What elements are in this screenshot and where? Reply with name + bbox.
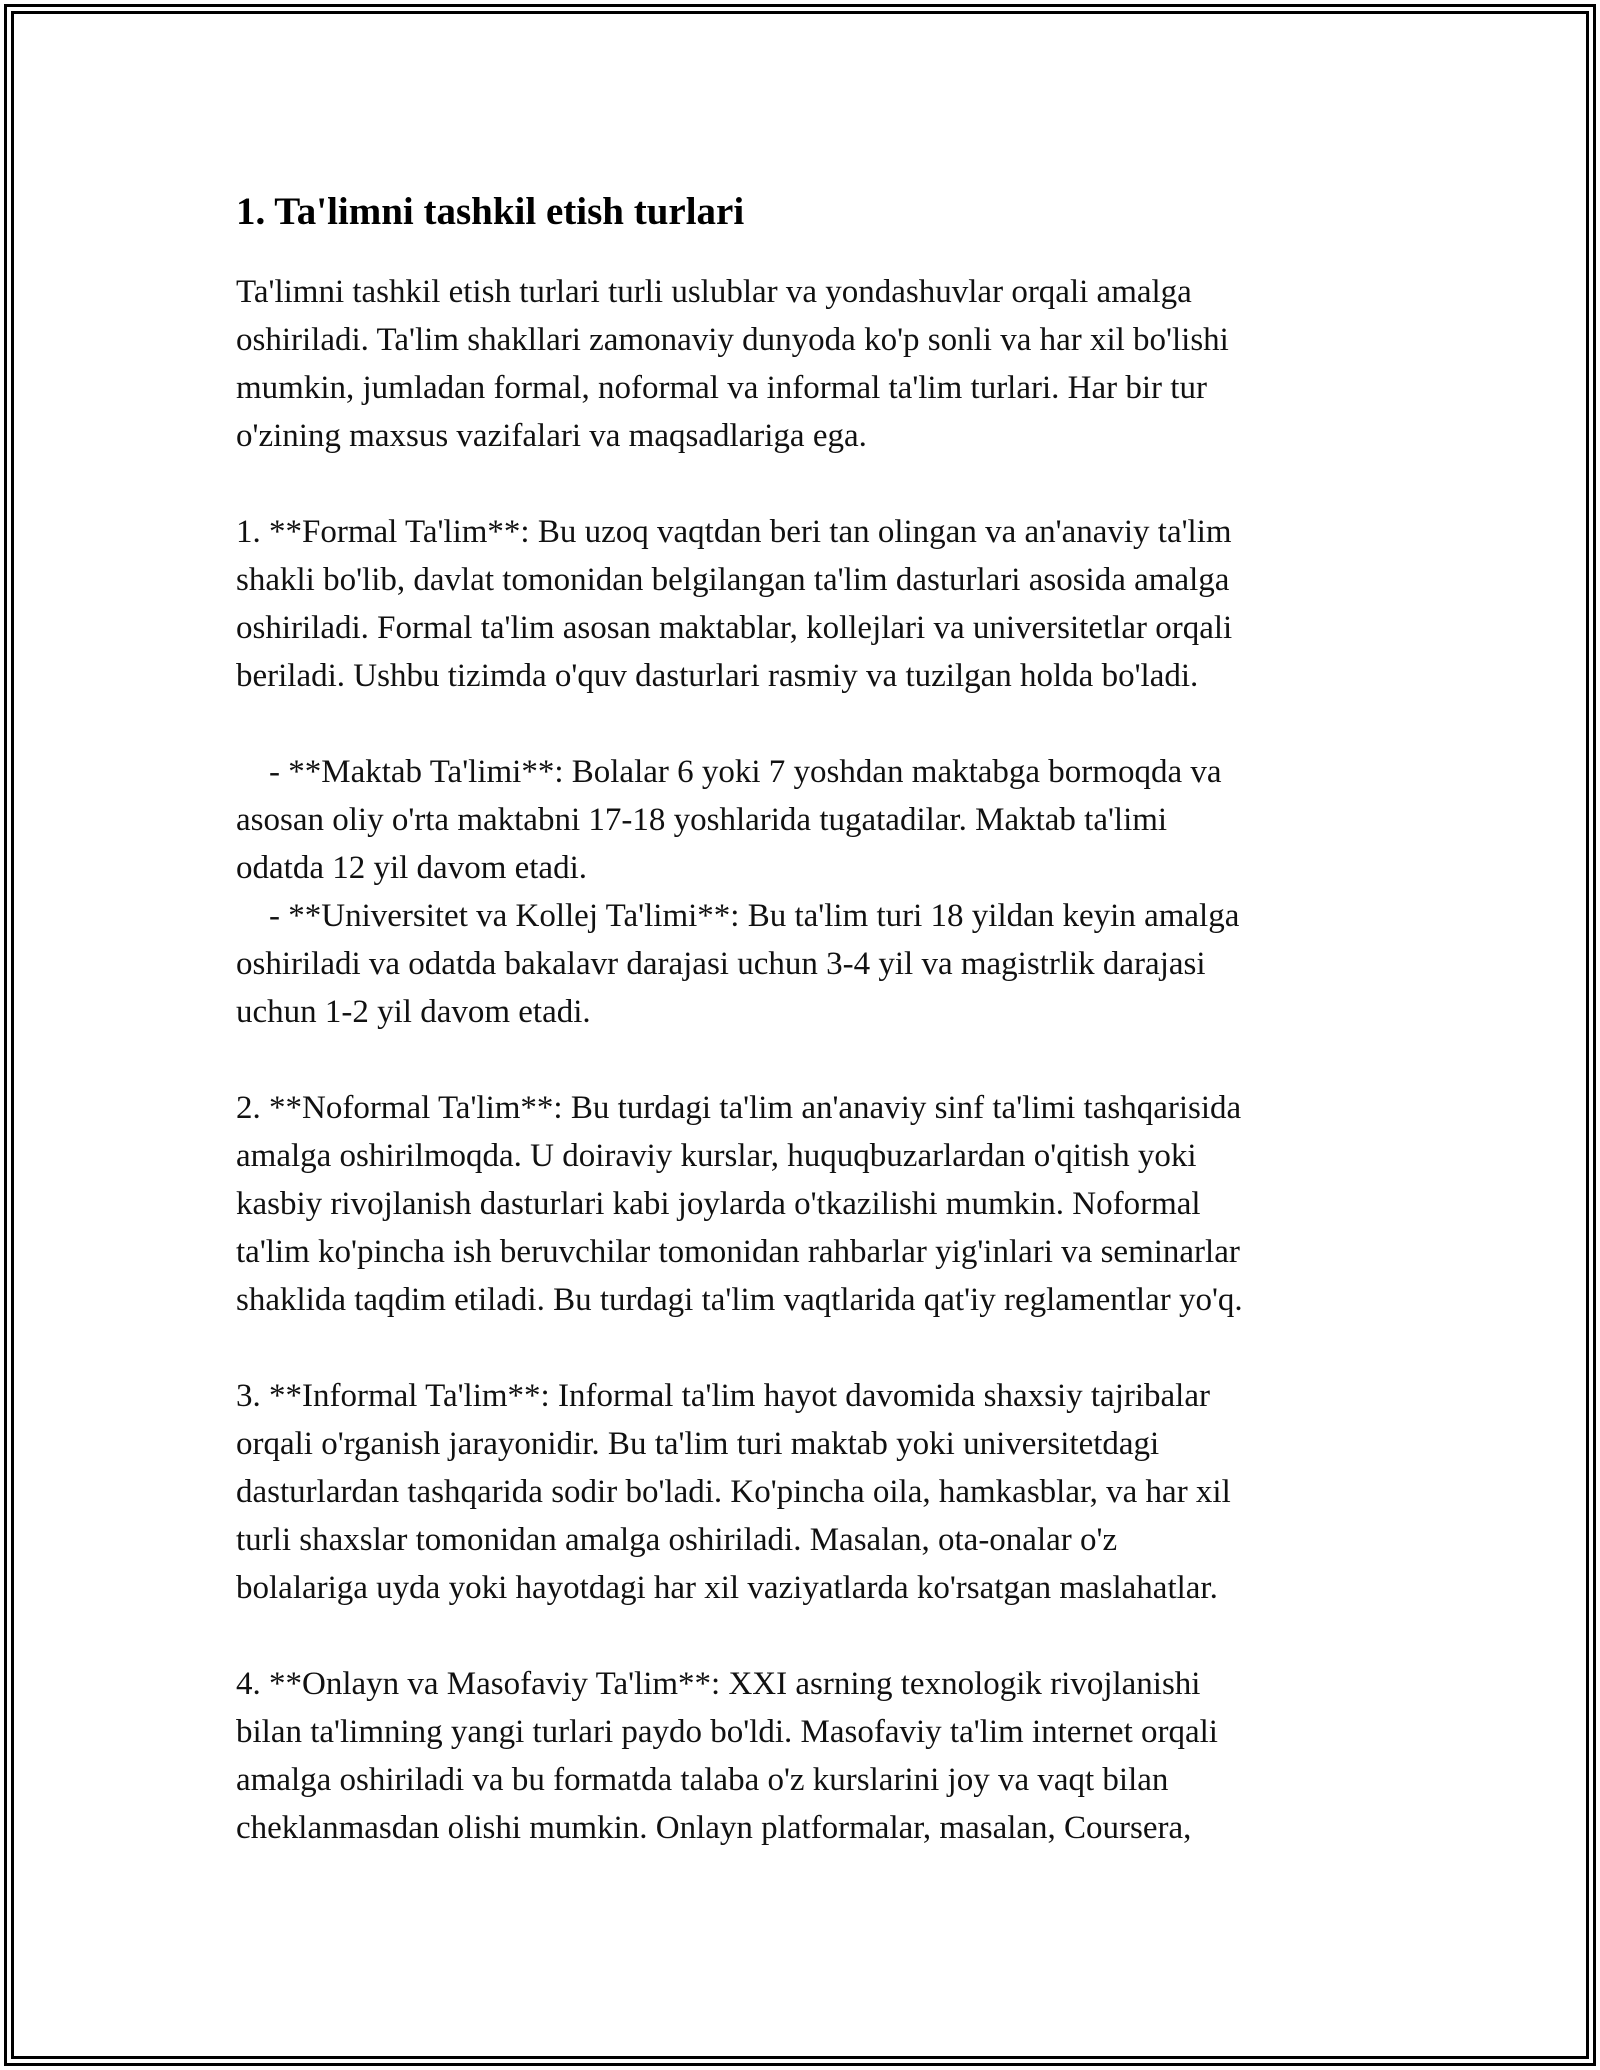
text-line: bilan ta'limning yangi turlari paydo bo'ldi. Masofaviy ta'lim internet orqali xyxy=(236,1714,1218,1750)
paragraph-spacer xyxy=(236,1324,1386,1372)
paragraph-spacer xyxy=(236,1612,1386,1660)
text-line: turli shaxslar tomonidan amalga oshiriladi. Masalan, ota-onalar o'z xyxy=(236,1522,1118,1558)
text-line: oshiriladi. Formal ta'lim asosan maktablar, kollejlari va universitetlar orqali xyxy=(236,610,1233,646)
text-line: bolalariga uyda yoki hayotdagi har xil vaziyatlarda ko'rsatgan maslahatlar. xyxy=(236,1570,1218,1606)
text-line: beriladi. Ushbu tizimda o'quv dasturlari rasmiy va tuzilgan holda bo'ladi. xyxy=(236,658,1199,694)
text-line: mumkin, jumladan formal, noformal va informal ta'lim turlari. Har bir tur xyxy=(236,370,1207,406)
text-line: Ta'limni tashkil etish turlari turli uslublar va yondashuvlar orqali amalga xyxy=(236,274,1192,310)
text-line: shakli bo'lib, davlat tomonidan belgilangan ta'lim dasturlari asosida amalga xyxy=(236,562,1230,598)
document-text xyxy=(236,268,1386,1852)
text-line: odatda 12 yil davom etadi. xyxy=(236,850,587,886)
document-body xyxy=(236,186,1386,1852)
page-title: 1. Ta'limni tashkil etish turlari xyxy=(236,190,745,233)
paragraph-spacer xyxy=(236,1036,1386,1084)
text-line: amalga oshiriladi va bu formatda talaba o'z kurslarini joy va vaqt bilan xyxy=(236,1762,1169,1798)
text-line: ta'lim ko'pincha ish beruvchilar tomonidan rahbarlar yig'inlari va seminarlar xyxy=(236,1234,1240,1270)
text-line: amalga oshirilmoqda. U doiraviy kurslar, huquqbuzarlardan o'qitish yoki xyxy=(236,1138,1197,1174)
text-line: cheklanmasdan olishi mumkin. Onlayn platformalar, masalan, Coursera, xyxy=(236,1810,1192,1846)
text-line: 2. **Noformal Ta'lim**: Bu turdagi ta'lim an'anaviy sinf ta'limi tashqarisida xyxy=(236,1090,1242,1126)
paragraph-spacer xyxy=(236,460,1386,508)
text-line: - **Maktab Ta'limi**: Bolalar 6 yoki 7 yoshdan maktabga bormoqda va xyxy=(236,754,1222,790)
text-line: orqali o'rganish jarayonidir. Bu ta'lim turi maktab yoki universitetdagi xyxy=(236,1426,1160,1462)
paragraph-spacer xyxy=(236,700,1386,748)
text-line: kasbiy rivojlanish dasturlari kabi joylarda o'tkazilishi mumkin. Noformal xyxy=(236,1186,1201,1222)
text-line: dasturlardan tashqarida sodir bo'ladi. Ko'pincha oila, hamkasblar, va har xil xyxy=(236,1474,1231,1510)
text-line: 1. **Formal Ta'lim**: Bu uzoq vaqtdan beri tan olingan va an'anaviy ta'lim xyxy=(236,514,1232,550)
text-line: oshiriladi va odatda bakalavr darajasi uchun 3-4 yil va magistrlik darajasi xyxy=(236,946,1206,982)
text-line: o'zining maxsus vazifalari va maqsadlariga ega. xyxy=(236,418,867,454)
text-line: 3. **Informal Ta'lim**: Informal ta'lim hayot davomida shaxsiy tajribalar xyxy=(236,1378,1210,1414)
text-line: asosan oliy o'rta maktabni 17-18 yoshlarida tugatadilar. Maktab ta'limi xyxy=(236,802,1168,838)
text-line: shaklida taqdim etiladi. Bu turdagi ta'lim vaqtlarida qat'iy reglamentlar yo'q. xyxy=(236,1282,1243,1318)
text-line: - **Universitet va Kollej Ta'limi**: Bu ta'lim turi 18 yildan keyin amalga xyxy=(236,898,1240,934)
text-line: uchun 1-2 yil davom etadi. xyxy=(236,994,591,1030)
text-line: 4. **Onlayn va Masofaviy Ta'lim**: XXI asrning texnologik rivojlanishi xyxy=(236,1666,1201,1702)
text-line: oshiriladi. Ta'lim shakllari zamonaviy dunyoda ko'p sonli va har xil bo'lishi xyxy=(236,322,1229,358)
